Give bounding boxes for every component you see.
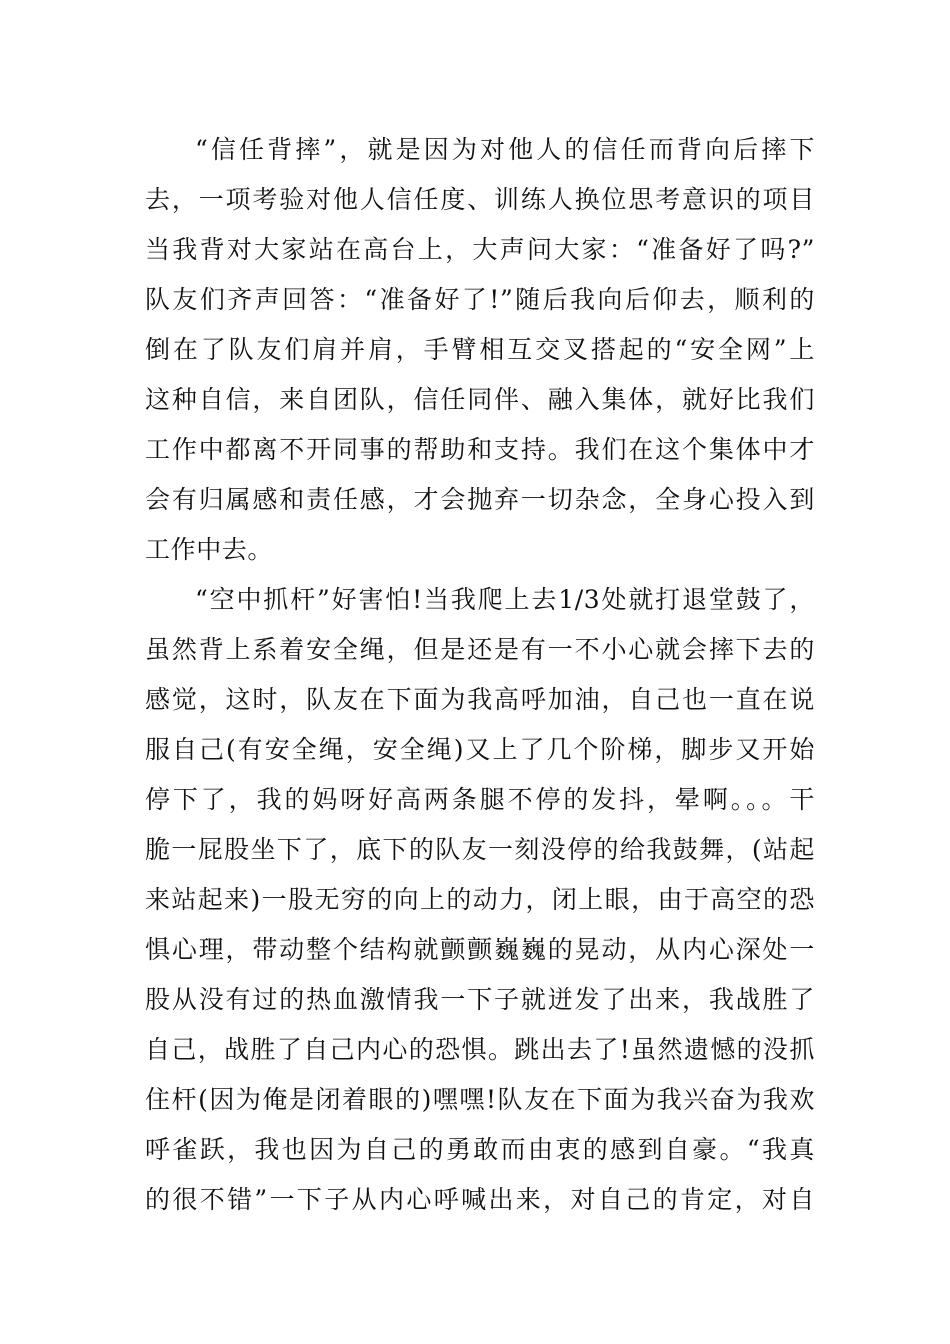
paragraph-line: 股从没有过的热血激情我一下子就迸发了出来，我战胜了	[145, 985, 815, 1014]
paragraph-line: “空中抓杆”好害怕!当我爬上去1/3处就打退堂鼓了，	[195, 585, 815, 614]
paragraph-line: 感觉，这时，队友在下面为我高呼加油，自己也一直在说	[145, 685, 815, 714]
paragraph-line: 来站起来)一股无穷的向上的动力，闭上眼，由于高空的恐	[145, 885, 815, 914]
paragraph-line: 住杆(因为俺是闭着眼的)嘿嘿!队友在下面为我兴奋为我欢	[145, 1085, 815, 1114]
paragraph-line: 当我背对大家站在高台上，大声问大家：“准备好了吗?”	[145, 235, 815, 264]
paragraph-line: 去，一项考验对他人信任度、训练人换位思考意识的项目	[145, 185, 815, 214]
paragraph-line: 停下了，我的妈呀好高两条腿不停的发抖，晕啊。。。干	[145, 785, 815, 814]
paragraph-line: 呼雀跃，我也因为自己的勇敢而由衷的感到自豪。“我真	[145, 1135, 815, 1164]
paragraph-line: “信任背摔”，就是因为对他人的信任而背向后摔下	[195, 135, 815, 164]
paragraph-line: 服自己(有安全绳，安全绳)又上了几个阶梯，脚步又开始	[145, 735, 815, 764]
paragraph-line: 自己，战胜了自己内心的恐惧。跳出去了!虽然遗憾的没抓	[145, 1035, 815, 1064]
paragraph-line: 会有归属感和责任感，才会抛弃一切杂念，全身心投入到	[145, 485, 815, 514]
paragraph-line: 虽然背上系着安全绳，但是还是有一不小心就会摔下去的	[145, 635, 815, 664]
paragraph-line: 的很不错”一下子从内心呼喊出来，对自己的肯定，对自	[145, 1185, 815, 1214]
paragraph-line: 这种自信，来自团队，信任同伴、融入集体，就好比我们	[145, 385, 815, 414]
paragraph-line: 工作中都离不开同事的帮助和支持。我们在这个集体中才	[145, 435, 815, 464]
paragraph-line: 脆一屁股坐下了，底下的队友一刻没停的给我鼓舞，(站起	[145, 835, 815, 864]
paragraph-line: 惧心理，带动整个结构就颤颤巍巍的晃动，从内心深处一	[145, 935, 815, 964]
paragraph-line: 倒在了队友们肩并肩，手臂相互交叉搭起的“安全网”上	[145, 335, 815, 364]
paragraph-line: 工作中去。	[145, 535, 274, 564]
paragraph-line: 队友们齐声回答：“准备好了!”随后我向后仰去，顺利的	[145, 285, 815, 314]
